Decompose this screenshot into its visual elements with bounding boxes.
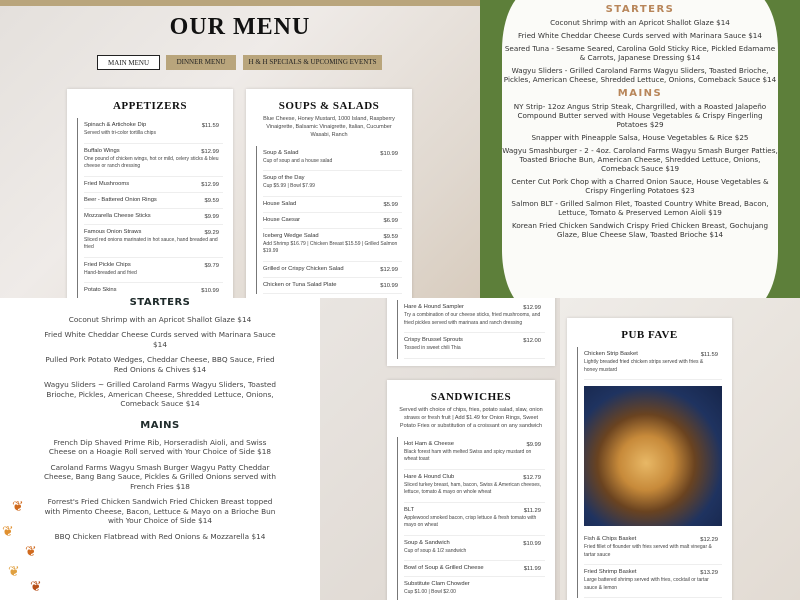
menu-item	[263, 262, 402, 278]
item-name: Spinach & Artichoke Dip	[84, 122, 147, 128]
item-price: $5.99	[383, 201, 398, 208]
item-price: $12.99	[523, 305, 541, 311]
item-list	[577, 347, 722, 598]
menu-item	[584, 347, 722, 380]
menu-item	[84, 283, 223, 298]
item-price: $10.99	[201, 288, 219, 294]
item-description: Applewood smoked bacon, crisp lettuce & fresh tomato with mayo on wheat	[404, 514, 537, 529]
leaf-icon: ❦	[30, 578, 42, 594]
dish: Center Cut Pork Chop with a Charred Onion Sauce, House Vegetables & Crispy Fingerling Potatoes $23	[511, 177, 769, 195]
item-description: Lightly breaded fried chicken strips served with fries & honey mustard	[584, 359, 704, 373]
item-name: Soup & Sandwich	[404, 539, 450, 546]
dish: Forrest's Fried Chicken Sandwich Fried Chicken Breast topped with Pimento Cheese, Bacon, Lettuce & Mayo on a Brioche Bun with Your Choice of Side $14	[44, 497, 276, 526]
item-description: Cup of soup & 1/2 sandwich	[404, 547, 467, 554]
item-price: $9.99	[526, 441, 541, 448]
menu-item	[84, 225, 223, 258]
dish: French Dip Shaved Prime Rib, Horseradish Aioli, and Swiss Cheese on a Hoagie Roll served with Your Choice of Side $18	[48, 437, 272, 457]
item-name: Chicken or Tuna Salad Plate	[263, 281, 337, 288]
item-description: Black forest ham with melted Swiss and spicy mustard on wheat toast	[404, 448, 532, 463]
menu-item	[263, 146, 402, 172]
item-name: Fish & Chips Basket	[584, 536, 637, 542]
item-name: Soup & Salad	[263, 149, 299, 156]
item-name: Hare & Hound Club	[404, 473, 455, 480]
menu-item	[84, 258, 223, 284]
item-description: Add Shrimp $16.79 | Chicken Breast $15.59 | Grilled Salmon $19.99	[263, 240, 398, 255]
item-price: $9.79	[204, 262, 219, 269]
main-menu-page-2	[320, 298, 560, 600]
dish-list	[502, 102, 778, 239]
item-name: Mozzarella Cheese Sticks	[84, 212, 151, 219]
dish: Coconut Shrimp with an Apricot Shallot Glaze $14	[68, 315, 252, 324]
top-bar	[0, 0, 480, 6]
dish: Snapper with Pineapple Salsa, House Vegetables & Rice $25	[531, 133, 749, 142]
item-description: Fried fillet of flounder with fries served with malt vinegar & tartar sauce	[584, 544, 712, 558]
item-description: Tossed in sweet chili Thia	[404, 345, 461, 351]
dish: BBQ Chicken Flatbread with Red Onions & Mozzarella $14	[54, 531, 266, 541]
item-price: $9.99	[204, 213, 219, 220]
main-menu-page	[0, 0, 480, 298]
soups-salads-card	[246, 89, 412, 298]
item-price: $9.59	[204, 197, 219, 204]
sandwich-note: Served with choice of chips, fries, potato salad, slaw, onion straws or fresh fruit | Add $1.49 for Onion Rings, Sweet Potato Fries or substitution of a croissant on any sandwich	[399, 407, 543, 429]
section-title: SOUPS & SALADS	[278, 100, 380, 112]
item-description: Try a combination of our cheese sticks, fried mushrooms, and fried pickles served with marinara and ranch dressing	[404, 312, 541, 326]
item-price: $12.99	[380, 266, 398, 273]
menu-item	[84, 118, 223, 144]
fall-menu-page	[0, 298, 320, 600]
item-price: $11.59	[700, 352, 718, 358]
item-list	[397, 437, 545, 600]
menu-item	[404, 300, 545, 333]
dish: Coconut Shrimp with an Apricot Shallot Glaze $14	[550, 18, 730, 27]
menu-item	[84, 193, 223, 209]
item-description: Cup of soup and a house salad	[263, 157, 333, 164]
item-description: Cup $1.00 | Bowl $2.00	[404, 589, 456, 596]
item-name: Bowl of Soup & Grilled Cheese	[404, 565, 484, 572]
appetizers-card-cont	[387, 298, 555, 366]
item-price: $11.29	[523, 507, 541, 514]
item-price: $11.59	[201, 123, 219, 129]
appetizers-card	[67, 89, 233, 298]
menu-item	[404, 577, 545, 600]
item-price: $12.99	[201, 181, 219, 188]
menu-item	[404, 333, 545, 359]
menu-item	[404, 437, 545, 470]
menu-item	[404, 536, 545, 562]
menu-item	[404, 561, 545, 577]
section-title: STARTERS	[605, 4, 675, 15]
item-name: Chicken Strip Basket	[584, 351, 638, 357]
dinner-menu-page	[480, 0, 800, 298]
item-name: Buffalo Wings	[84, 147, 120, 154]
item-name: Famous Onion Straws	[84, 228, 142, 235]
item-price: $12.00	[523, 338, 541, 344]
item-price: $12.29	[700, 537, 718, 543]
item-name: Substitute Clam Chowder	[404, 581, 470, 588]
tab-dinner-menu[interactable]: DINNER MENU	[166, 55, 236, 70]
leaf-icon: ❦	[12, 498, 24, 514]
dish-list	[40, 438, 280, 541]
menu-item	[584, 565, 722, 598]
item-name: House Caesar	[263, 216, 301, 223]
dish: NY Strip- 12oz Angus Strip Steak, Chargrilled, with a Roasted Jalapeño Compound Butter served with House Vegetables & Crispy Fingerling Potatoes $29	[513, 102, 767, 129]
item-name: House Salad	[263, 200, 297, 207]
item-name: BLT	[404, 506, 415, 513]
dish: Salmon BLT - Grilled Salmon Filet, Toasted Country White Bread, Bacon, Lettuce, Tomato & Preserved Lemon Aioli $19	[511, 199, 769, 217]
item-name: Hot Ham & Cheese	[404, 440, 454, 447]
item-list	[397, 300, 545, 359]
dish: Seared Tuna - Sesame Seared, Carolina Gold Sticky Rice, Pickled Edamame & Carrots, Japanese Dressing $14	[504, 44, 776, 62]
item-name: Soup of the Day	[263, 175, 305, 182]
item-name: Fried Shrimp Basket	[584, 569, 637, 575]
item-name: Hare & Hound Sampler	[404, 304, 464, 310]
tab-main-menu[interactable]: MAIN MENU	[97, 55, 160, 70]
item-price: $10.99	[380, 282, 398, 289]
dish: Wagyu Smashburger - 2 - 4oz. Caroland Farms Wagyu Smash Burger Patties, Toasted Brioche Bun, American Cheese, Shredded Lettuce, Onions, Comeback Sauce $19	[502, 146, 778, 173]
menu-item	[263, 278, 402, 294]
dressing-note: Blue Cheese, Honey Mustard, 1000 Island, Raspberry Vinaigrette, Balsamic Vinaigrette, Italian, Cucumber Wasabi, Ranch	[263, 116, 395, 138]
item-description: Large battered shrimp served with fries, cocktail or tartar sauce & lemon	[584, 577, 709, 591]
section-title: MAINS	[617, 88, 663, 99]
item-price: $11.99	[523, 566, 541, 573]
item-price: $10.99	[380, 150, 398, 157]
item-price: $12.99	[201, 148, 219, 155]
dish: Caroland Farms Wagyu Smash Burger Wagyu Patty Cheddar Cheese, Bang Bang Sauce, Pickles & Grilled Onions served with French Fries $18	[43, 462, 277, 491]
menu-item	[84, 177, 223, 193]
item-name: Fried Mushrooms	[84, 180, 130, 187]
item-description: One pound of chicken wings, hot or mild, celery sticks & bleu cheese or ranch dressing	[84, 155, 219, 169]
menu-item	[84, 209, 223, 225]
menu-item	[263, 171, 402, 197]
menu-item	[584, 532, 722, 565]
item-name: Beer - Battered Onion Rings	[84, 196, 157, 203]
menu-item	[404, 503, 545, 536]
item-name: Iceberg Wedge Salad	[263, 232, 319, 239]
sandwiches-card	[387, 380, 555, 600]
leaf-icon: ❦	[2, 523, 14, 539]
section-title: PUB FAVE	[621, 329, 678, 341]
fish-and-chips-photo	[584, 386, 722, 526]
section-title: SANDWICHES	[430, 391, 512, 403]
leaf-icon: ❦	[8, 563, 20, 579]
item-list	[77, 118, 223, 298]
dish: Fried White Cheddar Cheese Curds served with Marinara Sauce $14	[518, 31, 762, 40]
item-price: $12.79	[523, 474, 541, 481]
item-description: Hand-breaded and fried	[84, 269, 137, 276]
item-price: $9.59	[383, 233, 398, 240]
item-description: Cup $5.99 | Bowl $7.99	[263, 183, 315, 190]
item-description: Served with tri-color tortilla chips	[84, 130, 156, 136]
item-name: Fried Pickle Chips	[84, 261, 131, 268]
menu-item	[263, 197, 402, 213]
leaf-icon: ❦	[25, 543, 37, 559]
item-price: $13.29	[700, 570, 718, 576]
section-title: STARTERS	[129, 298, 191, 308]
dish: Pulled Pork Potato Wedges, Cheddar Cheese, BBQ Sauce, Fried Red Onions & Chives $14	[45, 355, 275, 374]
item-price: $9.29	[204, 229, 219, 236]
section-title: MAINS	[140, 419, 180, 431]
item-description: Sliced red onions marinated in hot sauce, hand breaded and fried	[84, 236, 218, 250]
menu-item	[404, 470, 545, 503]
dish-list	[40, 315, 280, 409]
dish: Fried White Cheddar Cheese Curds served with Marinara Sauce $14	[44, 330, 276, 349]
dish-list	[502, 18, 778, 84]
dish: Wagyu Sliders - Grilled Caroland Farms Wagyu Sliders, Toasted Brioche, Pickles, American Cheese, Shredded Lettuce, Onions, Comeback Sauce $14	[503, 66, 777, 84]
item-name: Grilled or Crispy Chicken Salad	[263, 265, 344, 272]
item-description: Sliced turkey breast, ham, bacon, Swiss & American cheeses, lettuce, tomato & mayo on whole wheat	[404, 481, 542, 496]
item-name: Crispy Brussel Sprouts	[404, 337, 463, 343]
dish: Wagyu Sliders ~ Grilled Caroland Farms Wagyu Sliders, Toasted Brioche, Pickles, American Cheese, Shredded Lettuce, Onions, Comeback Sauce $14	[44, 380, 276, 409]
item-list	[256, 146, 402, 294]
tab-specials-events[interactable]: H & H SPECIALS & UPCOMING EVENTS	[243, 55, 382, 70]
pub-fave-page	[560, 298, 800, 600]
page-title: OUR MENU	[169, 14, 311, 40]
dish: Korean Fried Chicken Sandwich Crispy Fried Chicken Breast, Gochujang Glaze, Blue Cheese Slaw, Toasted Brioche $14	[511, 221, 769, 239]
item-name: Potato Skins	[84, 287, 117, 293]
menu-item	[84, 144, 223, 177]
item-price: $10.99	[523, 540, 541, 547]
item-price: $6.99	[383, 217, 398, 224]
pub-fave-card	[567, 318, 732, 600]
menu-item	[263, 213, 402, 229]
section-title: APPETIZERS	[112, 100, 188, 112]
menu-item	[263, 229, 402, 262]
